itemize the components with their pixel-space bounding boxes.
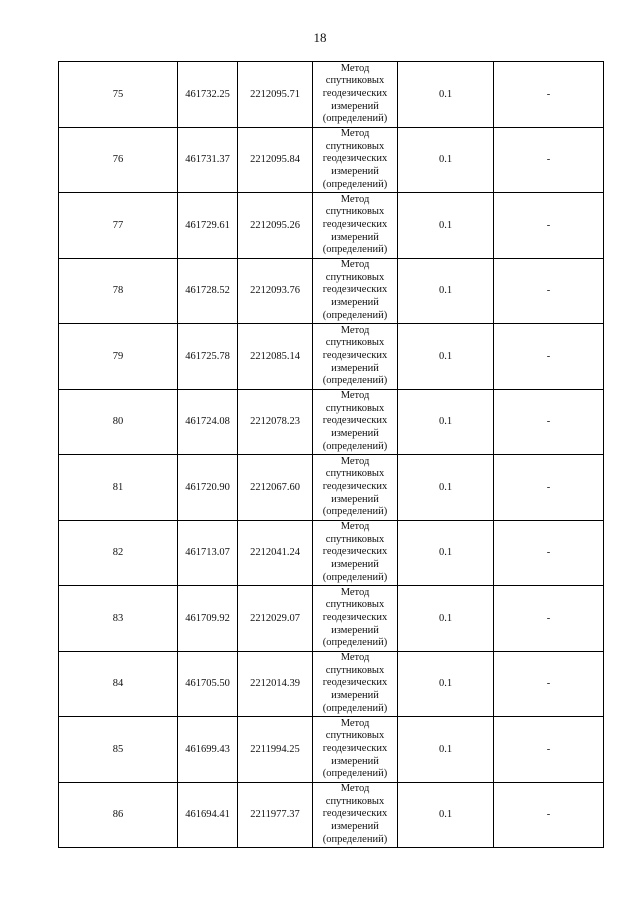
table-body [59, 62, 604, 848]
x-coordinate-cell: 461699.43 [178, 717, 238, 783]
x-coordinate-cell: 461731.37 [178, 127, 238, 193]
method-line: геодезических [322, 677, 388, 689]
method-line: геодезических [322, 808, 388, 820]
coordinates-table [58, 61, 604, 848]
method-line: геодезических [322, 546, 388, 558]
y-coordinate-cell: 2212095.71 [238, 62, 313, 128]
accuracy-cell: 0.1 [398, 520, 494, 586]
method-line: Метод [340, 521, 370, 533]
method-line: спутниковых [325, 337, 385, 349]
y-coordinate-cell: 2212067.60 [238, 455, 313, 521]
note-cell: - [494, 389, 604, 455]
accuracy-cell: 0.1 [398, 782, 494, 848]
method-line: измерений [331, 362, 379, 374]
method-line: измерений [331, 166, 379, 178]
method-line: геодезических [322, 415, 388, 427]
method-line: (определений) [322, 506, 388, 518]
x-coordinate-cell: 461728.52 [178, 258, 238, 324]
method-line: спутниковых [325, 402, 385, 414]
point-number-cell: 85 [59, 717, 178, 783]
accuracy-cell: 0.1 [398, 193, 494, 259]
y-coordinate-cell: 2212029.07 [238, 586, 313, 652]
point-number-cell: 76 [59, 127, 178, 193]
method-cell [313, 127, 398, 193]
method-line: (определений) [322, 113, 388, 125]
method-line: (определений) [322, 309, 388, 321]
table-row [59, 455, 604, 521]
y-coordinate-cell: 2211977.37 [238, 782, 313, 848]
table-row [59, 193, 604, 259]
table-row [59, 389, 604, 455]
note-cell: - [494, 62, 604, 128]
accuracy-cell: 0.1 [398, 127, 494, 193]
method-line: измерений [331, 821, 379, 833]
point-number-cell: 80 [59, 389, 178, 455]
table-row [59, 717, 604, 783]
accuracy-cell: 0.1 [398, 651, 494, 717]
method-cell [313, 258, 398, 324]
method-line: геодезических [322, 480, 388, 492]
method-cell [313, 717, 398, 783]
table-row [59, 62, 604, 128]
method-line: геодезических [322, 742, 388, 754]
method-line: Метод [340, 586, 370, 598]
method-cell [313, 324, 398, 390]
accuracy-cell: 0.1 [398, 389, 494, 455]
method-line: Метод [340, 717, 370, 729]
method-line: (определений) [322, 833, 388, 845]
method-cell [313, 782, 398, 848]
method-line: геодезических [322, 349, 388, 361]
point-number-cell: 84 [59, 651, 178, 717]
point-number-cell: 82 [59, 520, 178, 586]
method-line: Метод [340, 128, 370, 140]
method-line: спутниковых [325, 206, 385, 218]
method-line: Метод [340, 783, 370, 795]
method-line: (определений) [322, 768, 388, 780]
y-coordinate-cell: 2212014.39 [238, 651, 313, 717]
method-line: (определений) [322, 571, 388, 583]
point-number-cell: 75 [59, 62, 178, 128]
method-line: спутниковых [325, 75, 385, 87]
x-coordinate-cell: 461713.07 [178, 520, 238, 586]
method-line: измерений [331, 559, 379, 571]
y-coordinate-cell: 2212093.76 [238, 258, 313, 324]
method-cell [313, 586, 398, 652]
method-line: Метод [340, 455, 370, 467]
note-cell: - [494, 455, 604, 521]
method-line: спутниковых [325, 730, 385, 742]
method-line: измерений [331, 100, 379, 112]
method-line: спутниковых [325, 533, 385, 545]
method-line: геодезических [322, 153, 388, 165]
x-coordinate-cell: 461732.25 [178, 62, 238, 128]
method-line: Метод [340, 259, 370, 271]
note-cell: - [494, 127, 604, 193]
method-line: спутниковых [325, 271, 385, 283]
method-line: спутниковых [325, 468, 385, 480]
x-coordinate-cell: 461705.50 [178, 651, 238, 717]
method-line: (определений) [322, 178, 388, 190]
y-coordinate-cell: 2212095.26 [238, 193, 313, 259]
accuracy-cell: 0.1 [398, 717, 494, 783]
x-coordinate-cell: 461724.08 [178, 389, 238, 455]
method-line: (определений) [322, 702, 388, 714]
table-row [59, 586, 604, 652]
point-number-cell: 77 [59, 193, 178, 259]
method-cell [313, 62, 398, 128]
x-coordinate-cell: 461729.61 [178, 193, 238, 259]
point-number-cell: 81 [59, 455, 178, 521]
table-row [59, 127, 604, 193]
table-row [59, 258, 604, 324]
accuracy-cell: 0.1 [398, 258, 494, 324]
table-row [59, 782, 604, 848]
point-number-cell: 79 [59, 324, 178, 390]
x-coordinate-cell: 461720.90 [178, 455, 238, 521]
method-line: геодезических [322, 284, 388, 296]
method-cell [313, 193, 398, 259]
x-coordinate-cell: 461709.92 [178, 586, 238, 652]
point-number-cell: 83 [59, 586, 178, 652]
method-line: Метод [340, 62, 370, 74]
point-number-cell: 78 [59, 258, 178, 324]
y-coordinate-cell: 2212085.14 [238, 324, 313, 390]
note-cell: - [494, 193, 604, 259]
table-row [59, 651, 604, 717]
method-line: Метод [340, 652, 370, 664]
note-cell: - [494, 782, 604, 848]
method-cell [313, 651, 398, 717]
method-line: геодезических [322, 87, 388, 99]
table-row [59, 324, 604, 390]
accuracy-cell: 0.1 [398, 455, 494, 521]
method-line: спутниковых [325, 140, 385, 152]
method-line: измерений [331, 297, 379, 309]
method-line: (определений) [322, 637, 388, 649]
note-cell: - [494, 651, 604, 717]
y-coordinate-cell: 2212095.84 [238, 127, 313, 193]
accuracy-cell: 0.1 [398, 62, 494, 128]
method-line: геодезических [322, 611, 388, 623]
note-cell: - [494, 717, 604, 783]
note-cell: - [494, 520, 604, 586]
note-cell: - [494, 258, 604, 324]
method-cell [313, 520, 398, 586]
method-line: (определений) [322, 244, 388, 256]
x-coordinate-cell: 461694.41 [178, 782, 238, 848]
method-line: геодезических [322, 218, 388, 230]
method-line: измерений [331, 231, 379, 243]
method-line: спутниковых [325, 795, 385, 807]
method-line: измерений [331, 428, 379, 440]
method-line: измерений [331, 493, 379, 505]
method-line: измерений [331, 624, 379, 636]
table-row [59, 520, 604, 586]
y-coordinate-cell: 2212078.23 [238, 389, 313, 455]
method-cell [313, 455, 398, 521]
method-line: измерений [331, 755, 379, 767]
method-line: Метод [340, 390, 370, 402]
note-cell: - [494, 324, 604, 390]
accuracy-cell: 0.1 [398, 324, 494, 390]
method-line: Метод [340, 193, 370, 205]
method-line: Метод [340, 324, 370, 336]
method-line: спутниковых [325, 664, 385, 676]
method-line: спутниковых [325, 599, 385, 611]
page-number: 18 [313, 30, 327, 45]
point-number-cell: 86 [59, 782, 178, 848]
accuracy-cell: 0.1 [398, 586, 494, 652]
method-cell [313, 389, 398, 455]
method-line: (определений) [322, 375, 388, 387]
note-cell: - [494, 586, 604, 652]
x-coordinate-cell: 461725.78 [178, 324, 238, 390]
y-coordinate-cell: 2211994.25 [238, 717, 313, 783]
method-line: измерений [331, 690, 379, 702]
y-coordinate-cell: 2212041.24 [238, 520, 313, 586]
method-line: (определений) [322, 440, 388, 452]
